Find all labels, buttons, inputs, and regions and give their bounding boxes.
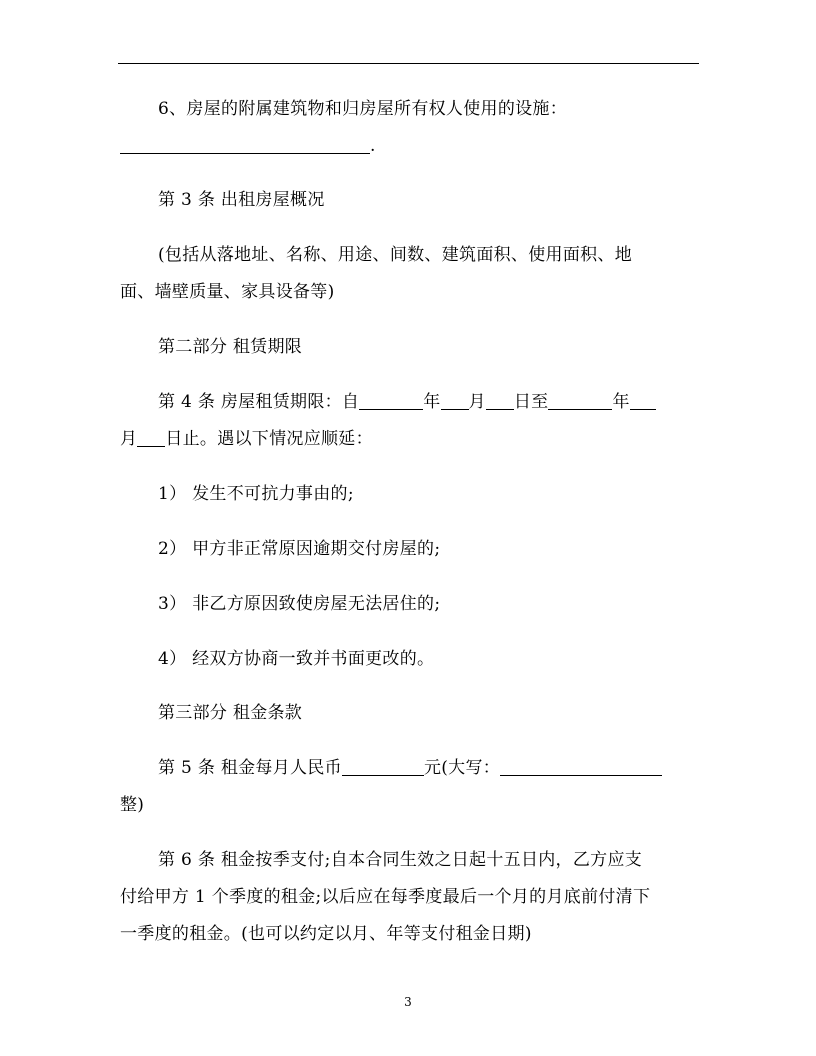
rent-amount-blank: [342, 757, 424, 776]
list-item-3-text: 3） 非乙方原因致使房屋无法居住的;: [158, 594, 441, 614]
article-6-line2: [120, 878, 686, 916]
article-3-desc-line2: [120, 273, 686, 311]
list-item-3: [120, 585, 686, 623]
article-6-line3: [120, 915, 686, 953]
header-rule: [118, 63, 699, 64]
end-month-blank-a: [630, 391, 656, 410]
article-4-line1: [120, 383, 686, 421]
start-year-blank: [359, 391, 423, 410]
list-item-1-text: 1） 发生不可抗力事由的;: [158, 484, 354, 504]
article-3-desc-line1: [120, 236, 686, 274]
article-3-heading: [120, 181, 686, 219]
article-3-desc-text1: (包括从落地址、名称、用途、间数、建筑面积、使用面积、地: [158, 245, 633, 265]
start-day-blank: [486, 391, 514, 410]
end-day-label: 日止。遇以下情况应顺延：: [165, 429, 373, 449]
end-year-blank: [548, 391, 612, 410]
end-day-blank: [137, 428, 165, 447]
facilities-blank: [120, 135, 370, 154]
start-month-label: 月: [468, 392, 486, 412]
end-year-label: 年: [612, 392, 630, 412]
part-3-heading: [120, 694, 686, 732]
start-year-label: 年: [423, 392, 441, 412]
list-item-4-text: 4） 经双方协商一致并书面更改的。: [158, 649, 435, 669]
paragraph-facilities: [120, 90, 686, 128]
start-month-blank: [441, 391, 469, 410]
article-3-text: 第 3 条 出租房屋概况: [158, 190, 325, 210]
part-2-text: 第二部分 租赁期限: [158, 337, 303, 357]
article-4-line2: [120, 420, 686, 458]
page-number: 3: [404, 995, 412, 1009]
article-6-text2: 付给甲方 1 个季度的租金;以后应在每季度最后一个月的月底前付清下: [120, 887, 651, 907]
facilities-period: .: [370, 136, 376, 156]
list-item-1: [120, 475, 686, 513]
rent-uppercase-blank: [500, 757, 662, 776]
rent-uppercase-label: 元(大写：: [423, 758, 501, 778]
part-2-heading: [120, 328, 686, 366]
facilities-blank-line: [120, 127, 686, 165]
start-day-label: 日至: [513, 392, 549, 412]
facilities-text: 6、房屋的附属建筑物和归房屋所有权人使用的设施：: [158, 99, 568, 119]
article-6-text1: 第 6 条 租金按季支付;自本合同生效之日起十五日内，乙方应支: [158, 850, 643, 870]
article-3-desc-text2: 面、墙壁质量、家具设备等): [120, 282, 335, 302]
article-6-line1: [120, 841, 686, 879]
article-6-text3: 一季度的租金。(也可以约定以月、年等支付租金日期): [120, 924, 532, 944]
article-5-line1: [120, 749, 686, 787]
list-item-2-text: 2） 甲方非正常原因逾期交付房屋的;: [158, 539, 441, 559]
article-4-text: 第 4 条 房屋租赁期限：自: [158, 392, 360, 412]
article-5-line2: [120, 786, 686, 824]
end-month-label: 月: [120, 429, 138, 449]
list-item-2: [120, 530, 686, 568]
list-item-4: [120, 640, 686, 678]
article-5-text: 第 5 条 租金每月人民币: [158, 758, 342, 778]
part-3-text: 第三部分 租金条款: [158, 703, 303, 723]
article-5-end-text: 整): [120, 795, 145, 815]
